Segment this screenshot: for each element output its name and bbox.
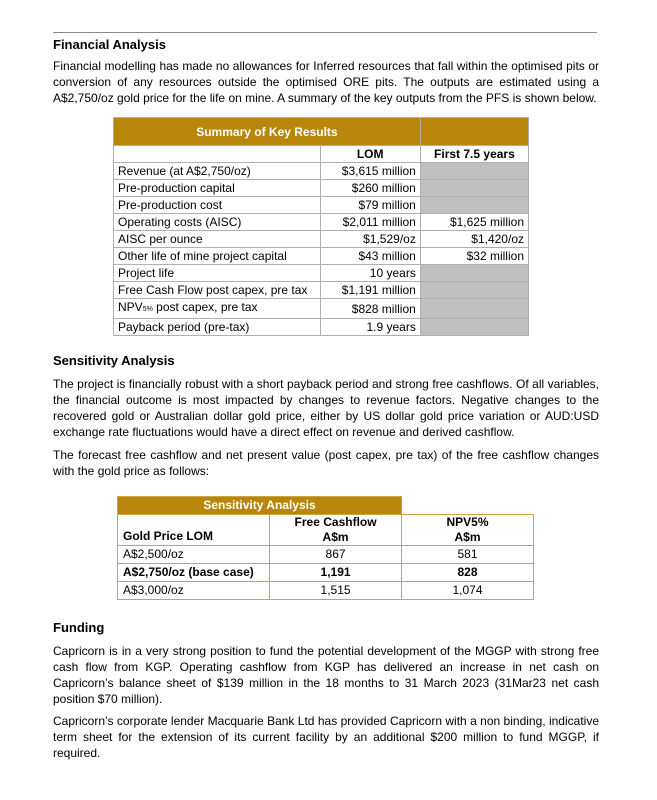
table-row	[114, 319, 529, 336]
summary-header-blank	[114, 146, 321, 163]
table-row	[118, 581, 534, 599]
row-label: AISC per ounce	[114, 231, 321, 248]
sensitivity-analysis-heading: Sensitivity Analysis	[53, 353, 175, 368]
row-label: Revenue (at A$2,750/oz)	[114, 163, 321, 180]
sens-npv: 1,074	[402, 581, 534, 599]
row-first	[420, 319, 528, 336]
sensitivity-paragraph-1: The project is financially robust with a short payback period and strong free cashflows. Of all variables, the financial outcome is most impacted by changes to revenue factors. Negative changes to the recovered gold or Australian dollar gold price, either by US dollar gold price variation or AUD:USD exchange rate fluctuations would have a direct effect on revenue and derived cashflow.	[53, 377, 599, 439]
table-row	[114, 299, 529, 319]
sens-col-fcf-line2: A$m	[322, 529, 349, 544]
sens-npv: 828	[402, 563, 534, 581]
table-row	[114, 214, 529, 231]
row-label	[114, 299, 321, 319]
row-first: $1,420/oz	[420, 231, 528, 248]
sens-fcf: 867	[270, 545, 402, 563]
row-lom: $79 million	[320, 197, 420, 214]
table-row	[114, 231, 529, 248]
funding-paragraph-2: Capricorn’s corporate lender Macquarie Bank Ltd has provided Capricorn with a non binding, indicative term sheet for the extension of its current facility by an additional $200 million to fund MGGP, if required.	[53, 714, 599, 760]
sens-col-price: Gold Price LOM	[118, 514, 270, 545]
sens-price: A$2,750/oz (base case)	[118, 563, 270, 581]
sens-col-npv	[402, 514, 534, 545]
table-row	[114, 248, 529, 265]
sens-price: A$2,500/oz	[118, 545, 270, 563]
row-label: Free Cash Flow post capex, pre tax	[114, 282, 321, 299]
summary-table-title-spacer	[420, 118, 528, 146]
sens-price: A$3,000/oz	[118, 581, 270, 599]
sensitivity-title-spacer	[402, 497, 534, 515]
row-label: Payback period (pre-tax)	[114, 319, 321, 336]
table-row	[114, 282, 529, 299]
sensitivity-paragraph-2: The forecast free cashflow and net present value (post capex, pre tax) of the free cashflow changes with the gold price as follows:	[53, 448, 599, 478]
row-first	[420, 163, 528, 180]
npv-label-sub: 5%	[142, 306, 153, 313]
row-label: Pre-production cost	[114, 197, 321, 214]
row-lom: $3,615 million	[320, 163, 420, 180]
row-first: $32 million	[420, 248, 528, 265]
row-first	[420, 299, 528, 319]
sensitivity-table-title: Sensitivity Analysis	[118, 497, 402, 515]
npv-label-rest: post capex, pre tax	[152, 300, 258, 314]
summary-table-title: Summary of Key Results	[114, 118, 421, 146]
row-first	[420, 180, 528, 197]
row-first: $1,625 million	[420, 214, 528, 231]
financial-analysis-heading: Financial Analysis	[53, 37, 166, 52]
sensitivity-table	[117, 496, 534, 600]
sens-npv: 581	[402, 545, 534, 563]
sens-col-fcf	[270, 514, 402, 545]
table-row	[114, 197, 529, 214]
row-label: Operating costs (AISC)	[114, 214, 321, 231]
table-row	[114, 180, 529, 197]
summary-col-lom: LOM	[320, 146, 420, 163]
top-divider	[53, 32, 597, 33]
sens-col-npv-line2: A$m	[454, 529, 481, 544]
row-label: Project life	[114, 265, 321, 282]
table-row	[114, 265, 529, 282]
row-lom: 1.9 years	[320, 319, 420, 336]
summary-col-first: First 7.5 years	[420, 146, 528, 163]
row-lom: $828 million	[320, 299, 420, 319]
table-row	[118, 563, 534, 581]
sens-col-fcf-line1: Free Cashflow	[294, 514, 377, 529]
npv-label-main: NPV	[118, 300, 143, 314]
row-first	[420, 282, 528, 299]
row-lom: $2,011 million	[320, 214, 420, 231]
row-lom: $1,529/oz	[320, 231, 420, 248]
table-row	[114, 163, 529, 180]
financial-analysis-paragraph: Financial modelling has made no allowances for Inferred resources that fall within the optimised pits or conversion of any resources outside the optimised ORE pits. The outputs are estimated using a A$2,750/oz gold price for the life on mine. A summary of the key outputs from the PFS is shown below.	[53, 59, 599, 105]
row-first	[420, 265, 528, 282]
row-lom: $43 million	[320, 248, 420, 265]
row-lom: $260 million	[320, 180, 420, 197]
sens-fcf: 1,191	[270, 563, 402, 581]
sens-fcf: 1,515	[270, 581, 402, 599]
funding-paragraph-1: Capricorn is in a very strong position to fund the potential development of the MGGP with strong free cash flow from KGP. Operating cashflow from KGP has delivered an increase in net cash on Capricorn’s balance sheet of $139 million in the 18 months to 31 March 2023 (31Mar23 net cash position $70 million).	[53, 644, 599, 706]
row-label: Other life of mine project capital	[114, 248, 321, 265]
row-lom: 10 years	[320, 265, 420, 282]
table-row	[118, 545, 534, 563]
row-first	[420, 197, 528, 214]
funding-heading: Funding	[53, 620, 105, 635]
row-label: Pre-production capital	[114, 180, 321, 197]
sens-col-npv-line1: NPV5%	[446, 514, 489, 529]
row-lom: $1,191 million	[320, 282, 420, 299]
summary-table	[113, 117, 529, 336]
